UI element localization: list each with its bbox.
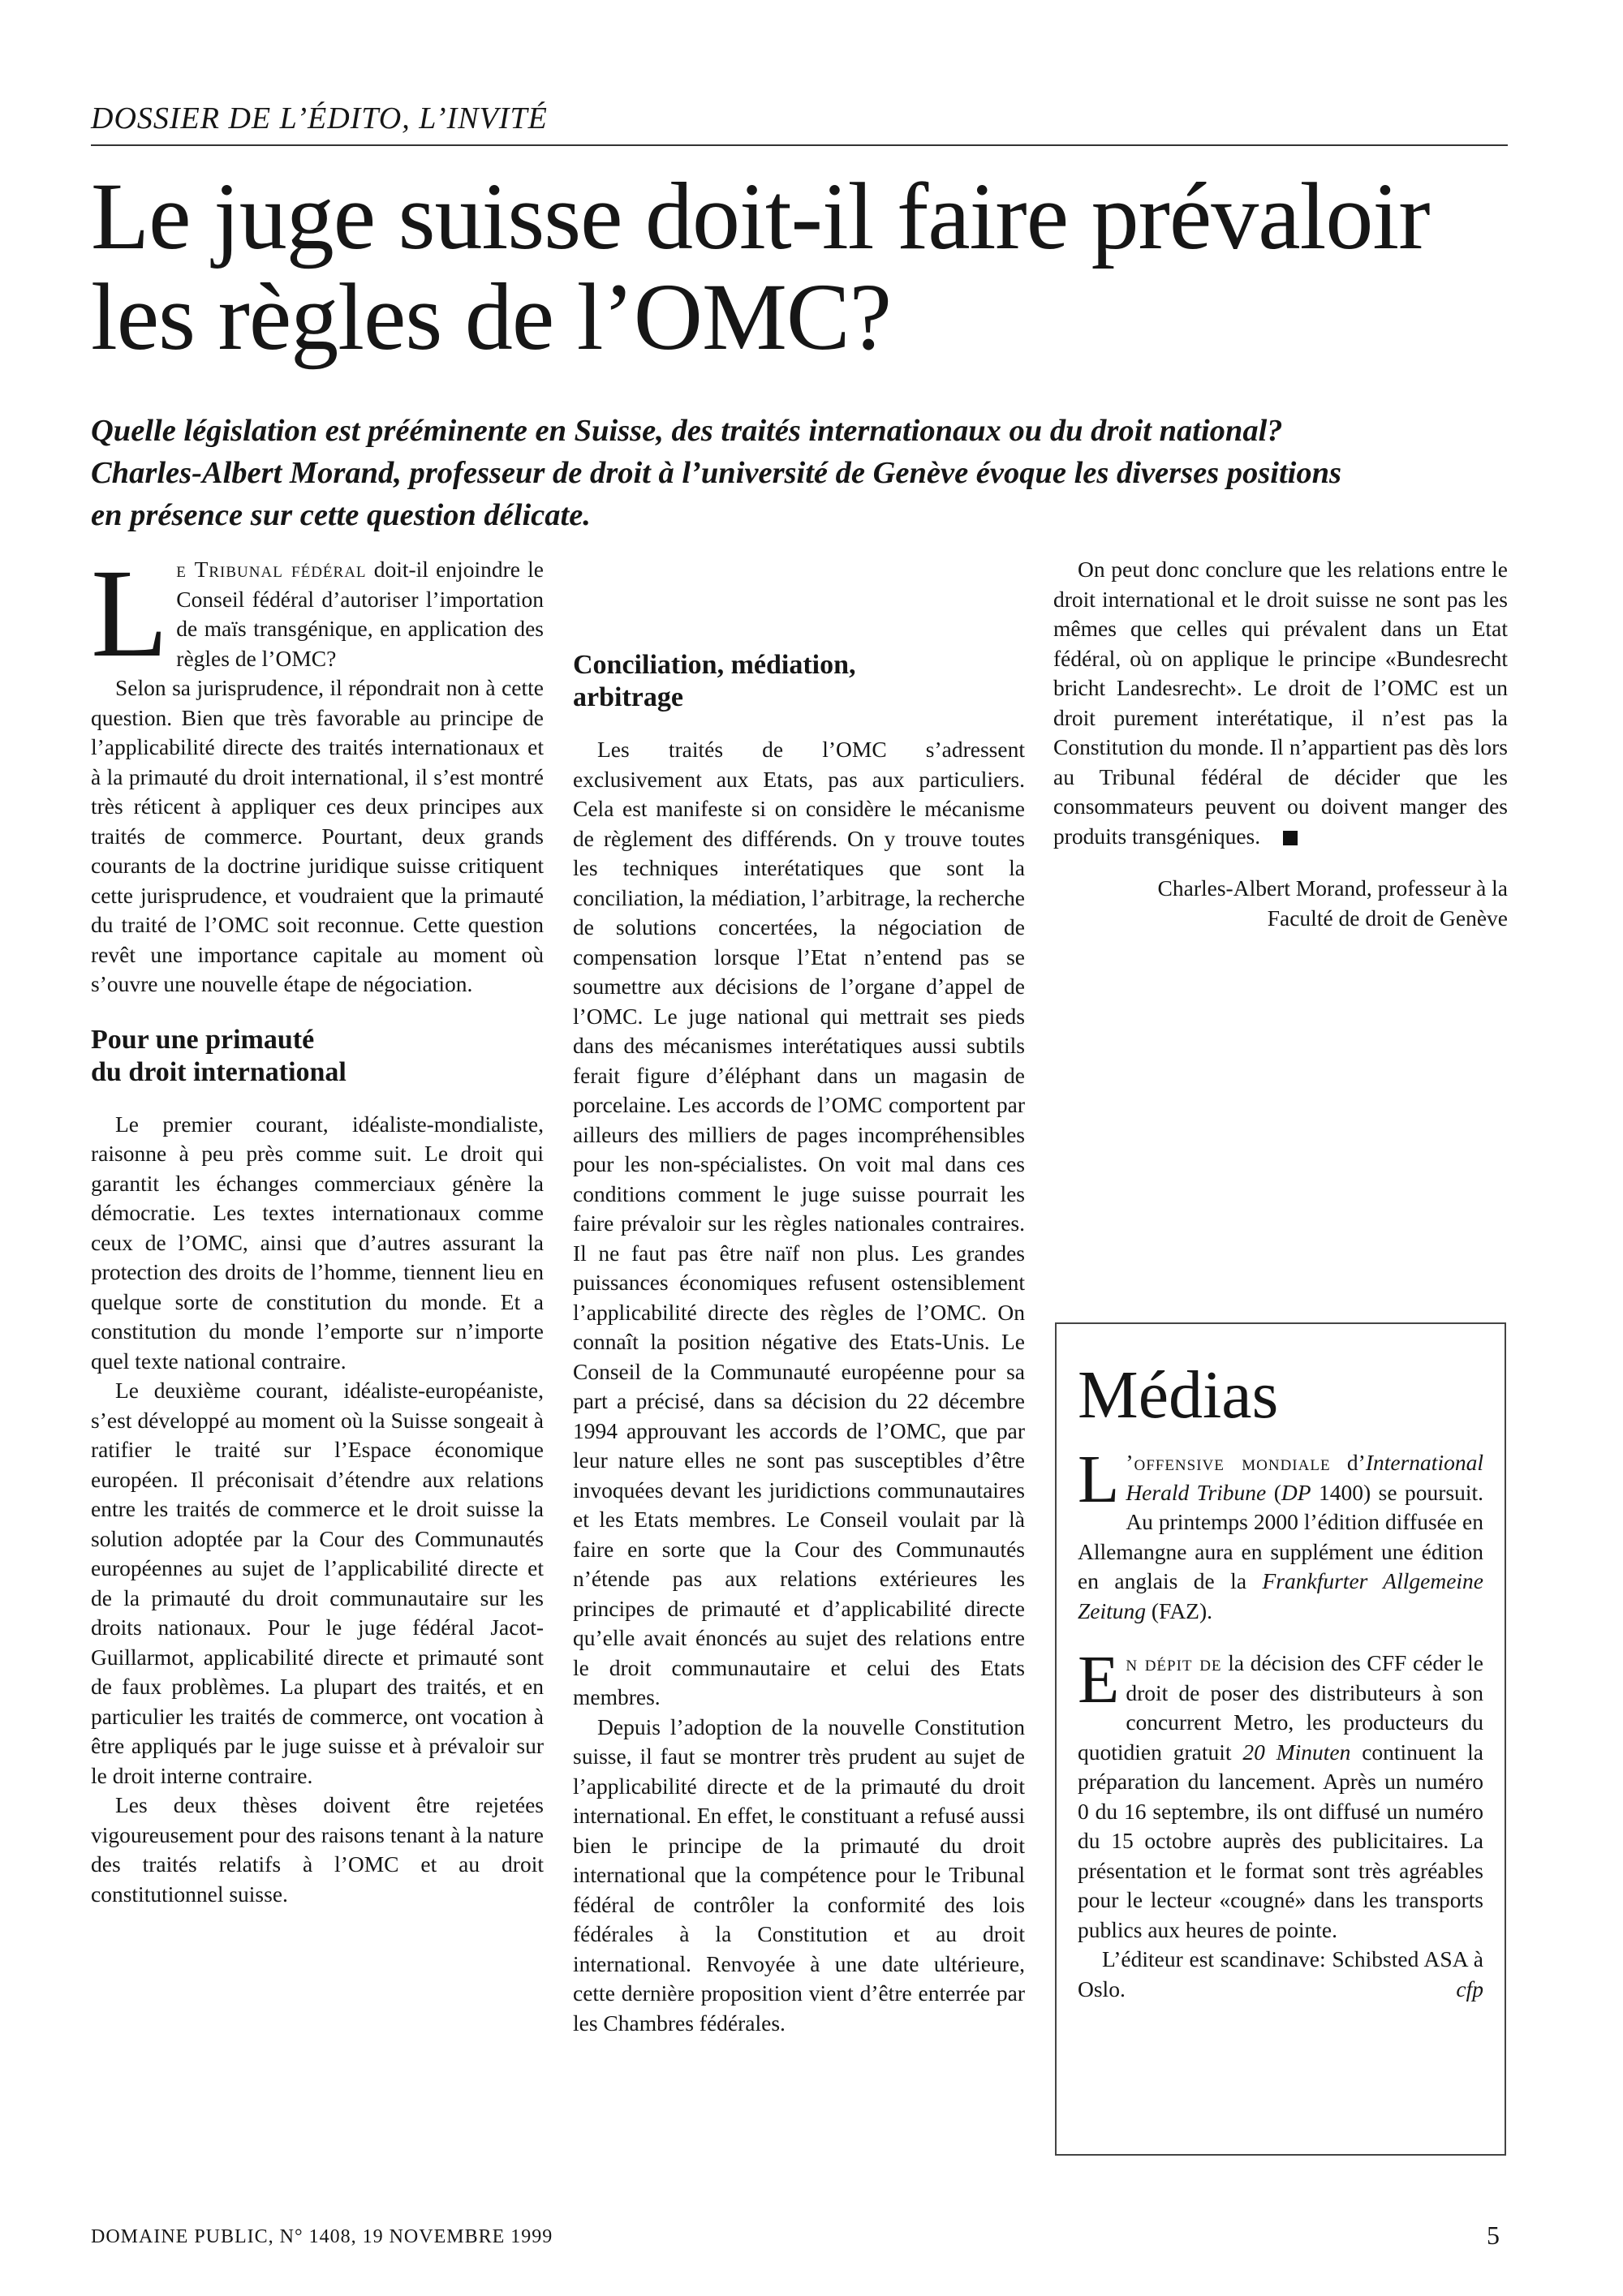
footer-publication: DOMAINE PUBLIC, N° 1408, 19 NOVEMBRE 1999 <box>91 2226 553 2247</box>
medias-text: 1400) se poursuit. Au printemps 2000 l’édition diffusée en Allemangne aura en supplément une édition en anglais de la <box>1078 1479 1483 1593</box>
opening-smallcaps: e Tribunal fédéral <box>176 557 367 582</box>
end-mark-icon <box>1283 831 1298 845</box>
publication-name: Frankfurter Allgemeine Zeitung <box>1078 1568 1484 1623</box>
medias-item <box>1078 1442 1484 1626</box>
medias-smallcaps: n dépit de <box>1126 1650 1222 1675</box>
publication-name: DP <box>1281 1479 1311 1505</box>
medias-dropcap: L <box>1078 1442 1120 1517</box>
article-paragraph-opening <box>91 543 544 683</box>
medias-text: (FAZ). <box>1146 1597 1213 1623</box>
article-paragraph: Le premier courant, idéaliste-mondialiste, raisonne à peu près comme suit. Le droit qui garantit les échanges commerciaux génère la démocratie. Les textes internationaux comme ceux de l’OMC, ainsi que d’autres assurant la protection des droits de l’homme, tiennent lieu en quelque sorte de constitution du monde. Et a constitution du monde l’emporte sur n’importe quel texte national contraire. <box>91 1111 544 1374</box>
medias-smallcaps: ’offensive mondiale <box>1126 1450 1331 1475</box>
article-paragraph-split: Les deux thèses doivent être rejetées vigoureusement pour des raisons tenant à la nature des traités relatifs à l’OMC et au droit constitutionnel suisse. <box>91 1792 544 1907</box>
medias-text: d’ <box>1330 1450 1366 1475</box>
medias-text: L’éditeur est scandinave: Schibsted ASA à Oslo. <box>1078 1946 1483 2001</box>
article-paragraph: Depuis l’adoption de la nouvelle Constitution suisse, il faut se montrer très prudent au sujet de l’applicabilité directe et de la primauté du droit international. En effet, le constituant a refusé aussi bien le principe de la primauté du droit international que la compétence pour le Tribunal fédéral de contrôler la conformité des lois fédérales à la Constitution et au droit international. Renvoyée à une date ultérieure, cette dernière proposition vient d’être enterrée par les Chambres fédérales. <box>573 1713 1025 2036</box>
medias-item <box>1078 1642 1483 1945</box>
opening-text: doit-il enjoindre le Conseil fédéral d’autoriser l’importation de maïs transgénique, en application des règles de l’OMC? <box>176 557 544 671</box>
author-signature <box>1053 874 1508 933</box>
header-rule <box>91 144 1508 146</box>
subheading-conciliation: Conciliation, médiation, arbitrage <box>573 650 856 712</box>
medias-text: continuent la préparation du lancement. Après un numéro 0 du 16 septembre, ils ont diffusé un numéro du 15 octobre auprès des publicitaires. La présentation et le format sont très agréables pour le lecteur «cougné» dans les transports publics aux heures de pointe. <box>1078 1739 1483 1942</box>
publication-name: International Herald Tribune <box>1126 1450 1483 1505</box>
article-column-2 <box>573 555 1025 2038</box>
article-column-3 <box>1053 555 1508 933</box>
article-paragraph: Le deuxième courant, idéaliste-européaniste, s’est développé au moment où la Suisse songeait à ratifier le traité sur l’Espace économique européen. Il préconisait d’étendre aux relations entre les traités de commerce et le droit suisse la solution adoptée par la Cour des Communautés européennes au sujet de l’applicabilité directe et de la primauté du droit communautaire sur les droits nationaux. Pour le juge fédéral Jacot-Guillarmot, applicabilité directe et primauté sont de faux problèmes. La plupart des traités, et en particulier les traités de commerce, ont vocation à être appliqués par le juge suisse et à prévaloir sur le droit interne contraire. <box>91 1378 544 1788</box>
subheading-primaute: Pour une primauté du droit international <box>91 1024 347 1087</box>
dropcap: L <box>91 543 169 683</box>
article-headline: Le juge suisse doit-il faire prévaloir les règles de l’OMC? <box>91 163 1430 370</box>
article-paragraph: Les traités de l’OMC s’adressent exclusivement aux Etats, pas aux particuliers. Cela est manifeste si on considère le mécanisme de règlement des différends. On y trouve toutes les techniques interétatiques que sont la conciliation, la médiation, l’arbitrage, la recherche de solutions concertées, la négociation de compensation lorsque l’Etat n’entend pas se soumettre aux décisions de l’organe d’appel de l’OMC. Le juge national qui mettrait ses pieds dans des mécanismes interétatiques aussi subtils ferait figure d’éléphant dans un magasin de porcelaine. Les accords de l’OMC comportent par ailleurs des milliers de pages incompréhensibles pour les non-spécialistes. On voit mal dans ces conditions comment le juge suisse pourrait les faire prévaloir sur les règles nationales contraires. Il ne faut pas être naïf non plus. Les grandes puissances économiques refusent ostensiblement l’applicabilité directe des règles de l’OMC. On connaît la position négative des Etats-Unis. Le Conseil de la Communauté européenne pour sa part a précisé, dans sa décision du 22 décembre 1994 approuvant les accords de l’OMC, que par leur nature elles ne sont pas susceptibles d’être invoquées devant les juridictions communautaires et les Etats membres. Le Conseil voulait par là faire en sorte que la Cour des Communautés n’étende pas aux relations extérieures les principes de primauté et d’applicabilité directe qu’elle avait énoncés au sujet des relations entre le droit communautaire et celui des Etats membres. <box>573 737 1025 1709</box>
medias-text: ( <box>1266 1479 1281 1505</box>
medias-dropcap: E <box>1078 1642 1120 1718</box>
medias-credit: cfp <box>1456 1976 1483 2001</box>
medias-paragraph <box>1078 1945 1483 2004</box>
medias-body <box>1078 1442 1484 2004</box>
footer-page-number: 5 <box>1487 2221 1500 2250</box>
article-lead: Quelle législation est prééminente en Suisse, des traités internationaux ou du droit national? Charles-Albert Morand, professeur de droit à l’université de Genève évoque les diverses positions en présence sur cette question délicate. <box>91 414 1341 532</box>
article-paragraph <box>91 1791 544 1909</box>
article-paragraph-text: On peut donc conclure que les relations entre le droit international et le droit suisse ne sont pas les mêmes que celles qui prévalent dans un Etat fédéral, où on applique le principe «Bundesrecht bricht Landesrecht». Le droit de l’OMC est un droit purement interétatique, il n’est pas la Constitution du monde. Il n’appartient pas dès lors au Tribunal fédéral de décider que les consommateurs peuvent ou doivent manger des produits transgéniques. <box>1053 557 1508 849</box>
medias-title: Médias <box>1078 1357 1279 1433</box>
signature-line: Charles-Albert Morand, professeur à la <box>1157 875 1508 901</box>
article-column-1 <box>91 543 544 1909</box>
signature-line: Faculté de droit de Genève <box>1267 905 1508 931</box>
publication-name: 20 Minuten <box>1242 1739 1351 1765</box>
section-label: DOSSIER DE L’ÉDITO, L’INVITÉ <box>91 101 548 135</box>
article-paragraph: Selon sa jurisprudence, il répondrait non à cette question. Bien que très favorable au principe de l’applicabilité directe des traités internationaux et à la primauté du droit international, il s’est montré très réticent à appliquer ces deux principes aux traités de commerce. Pourtant, deux grands courants de la doctrine juridique suisse critiquent cette jurisprudence, et voudraient que la primauté du traité de l’OMC soit reconnue. Cette question revêt une importance capitale au moment où s’ouvre une nouvelle étape de négociation. <box>91 675 544 996</box>
medias-text: la décision des CFF céder le droit de poser des distributeurs à son concurrent Metro, les producteurs du quotidien gratuit <box>1078 1650 1483 1765</box>
article-paragraph <box>1053 555 1508 851</box>
